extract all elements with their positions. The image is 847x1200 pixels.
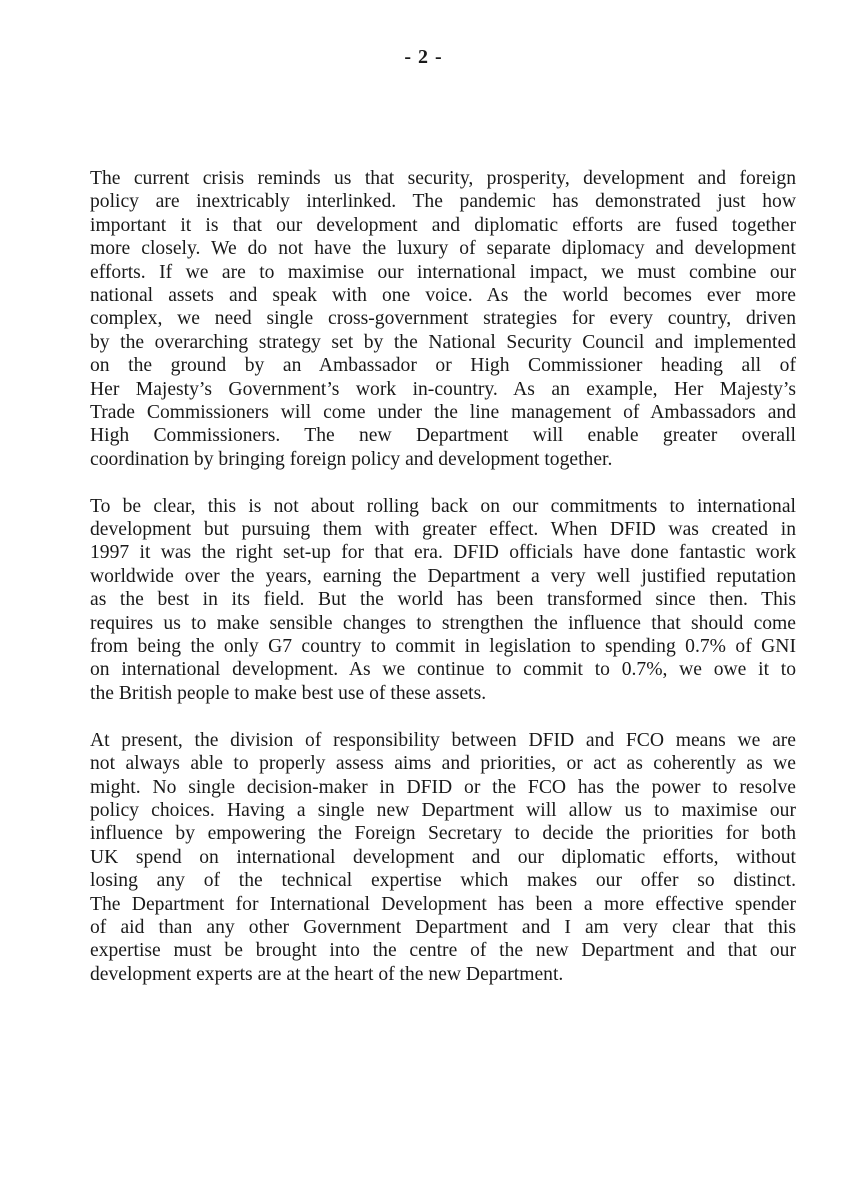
paragraph-1 — [90, 167, 796, 471]
text-line: development but pursuing them with greater effect. When DFID was created in — [90, 519, 796, 541]
text-line: more closely. We do not have the luxury of separate diplomacy and development — [90, 238, 796, 260]
text-line: UK spend on international development and our diplomatic efforts, without — [90, 846, 796, 868]
text-line: from being the only G7 country to commit in legislation to spending 0.7% of GNI — [90, 636, 796, 658]
text-line: worldwide over the years, earning the Department a very well justified reputation — [90, 565, 796, 587]
text-line: Her Majesty’s Government’s work in-country. As an example, Her Majesty’s — [90, 378, 796, 400]
text-line: of aid than any other Government Department and I am very clear that this — [90, 916, 796, 938]
text-line: The Department for International Development has been a more effective spender — [90, 893, 796, 915]
paragraph-3 — [90, 729, 796, 986]
text-line: as the best in its field. But the world has been transformed since then. This — [90, 589, 796, 611]
text-line: High Commissioners. The new Department will enable greater overall — [90, 425, 796, 447]
paragraph-2 — [90, 495, 796, 706]
text-line: important it is that our development and diplomatic efforts are fused together — [90, 214, 796, 236]
text-line: the British people to make best use of these assets. — [90, 682, 487, 704]
text-line: 1997 it was the right set-up for that era. DFID officials have done fantastic work — [90, 542, 796, 564]
page-number: - 2 - — [404, 46, 443, 68]
text-line: efforts. If we are to maximise our international impact, we must combine our — [90, 261, 796, 283]
text-line: To be clear, this is not about rolling back on our commitments to international — [90, 495, 796, 517]
text-line: on international development. As we continue to commit to 0.7%, we owe it to — [90, 659, 796, 681]
text-line: by the overarching strategy set by the National Security Council and implemented — [90, 331, 796, 353]
text-line: coordination by bringing foreign policy and development together. — [90, 448, 613, 470]
text-line: At present, the division of responsibility between DFID and FCO means we are — [90, 729, 796, 751]
text-line: policy choices. Having a single new Department will allow us to maximise our — [90, 799, 796, 821]
text-line: on the ground by an Ambassador or High Commissioner heading all of — [90, 355, 796, 377]
text-line: influence by empowering the Foreign Secretary to decide the priorities for both — [90, 823, 796, 845]
text-line: expertise must be brought into the centre of the new Department and that our — [90, 940, 796, 962]
text-line: losing any of the technical expertise which makes our offer so distinct. — [90, 870, 796, 892]
text-line: not always able to properly assess aims and priorities, or act as coherently as we — [90, 753, 796, 775]
text-line: development experts are at the heart of the new Department. — [90, 963, 564, 985]
text-line: policy are inextricably interlinked. The pandemic has demonstrated just how — [90, 191, 796, 213]
text-line: might. No single decision-maker in DFID or the FCO has the power to resolve — [90, 776, 796, 798]
text-line: requires us to make sensible changes to strengthen the influence that should come — [90, 612, 796, 634]
text-line: Trade Commissioners will come under the line management of Ambassadors and — [90, 401, 796, 423]
text-line: The current crisis reminds us that security, prosperity, development and foreign — [90, 168, 796, 189]
text-line: complex, we need single cross-government strategies for every country, driven — [90, 308, 796, 330]
text-line: national assets and speak with one voice. As the world becomes ever more — [90, 284, 796, 306]
document-body — [90, 167, 796, 1010]
